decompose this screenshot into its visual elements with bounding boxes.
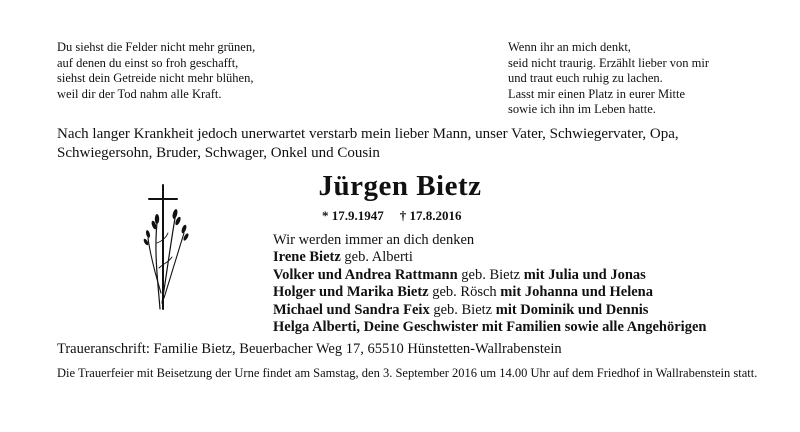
poem-right-line: Lasst mir einen Platz in eurer Mitte [508, 86, 686, 101]
family-children: mit Dominik und Dennis [495, 301, 649, 318]
family-line [273, 267, 706, 284]
poem-left-line: Du siehst die Felder nicht mehr grünen, [57, 40, 256, 54]
life-dates [322, 208, 478, 224]
poem-right-line: seid nicht traurig. Erzählt lieber von mir [508, 55, 709, 70]
family-name: Holger und Marika Bietz [273, 284, 429, 301]
poem-left-line: auf denen du einst so froh geschafft, [57, 55, 239, 70]
family-name: Irene Bietz [273, 249, 341, 266]
family-note: geb. Alberti [340, 249, 413, 266]
poem-right [508, 40, 709, 118]
birth-date: * 17.9.1947 [322, 208, 384, 223]
family-line [273, 302, 706, 319]
family-note: geb. Bietz [429, 301, 496, 318]
family-line [273, 284, 706, 301]
poem-left-line: siehst dein Getreide nicht mehr blühen, [57, 71, 254, 85]
deceased-name: Jürgen Bietz [318, 170, 482, 202]
family-name: Volker und Andrea Rattmann [273, 266, 458, 283]
family-signatures [273, 232, 706, 336]
family-name: Michael und Sandra Feix [273, 301, 430, 318]
death-date: † 17.8.2016 [399, 208, 462, 223]
family-note: geb. Rösch [428, 284, 501, 301]
family-line: Helga Alberti, Deine Geschwister mit Familien sowie alle Angehörigen [273, 319, 707, 336]
funeral-details: Die Trauerfeier mit Beisetzung der Urne findet am Samstag, den 3. September 2016 um 14.00 Uhr auf dem Friedhof in Wallrabenstein statt. [57, 366, 758, 380]
poem-right-line: Wenn ihr an mich denkt, [508, 40, 631, 54]
poem-left-line: weil dir der Tod nahm alle Kraft. [57, 86, 222, 101]
poem-right-line: sowie ich ihn im Leben hatte. [508, 102, 656, 116]
remembrance-line: Wir werden immer an dich denken [273, 232, 475, 248]
mourning-address: Traueranschrift: Familie Bietz, Beuerbacher Weg 17, 65510 Hünstetten-Wallrabenstein [57, 341, 562, 357]
announcement-text: Nach langer Krankheit jedoch unerwartet verstarb mein lieber Mann, unser Vater, Schwiegervater, Opa, Schwiegersohn, Bruder, Schwager, Onkel und Cousin [57, 126, 679, 161]
family-line [273, 249, 706, 266]
poem-right-line: und traut euch ruhig zu lachen. [508, 71, 663, 85]
family-children: mit Julia und Jonas [523, 266, 646, 283]
poem-left [57, 40, 255, 102]
family-children: mit Johanna und Helena [500, 284, 653, 301]
cross-with-wheat-icon [140, 183, 190, 311]
family-note: geb. Bietz [457, 266, 524, 283]
